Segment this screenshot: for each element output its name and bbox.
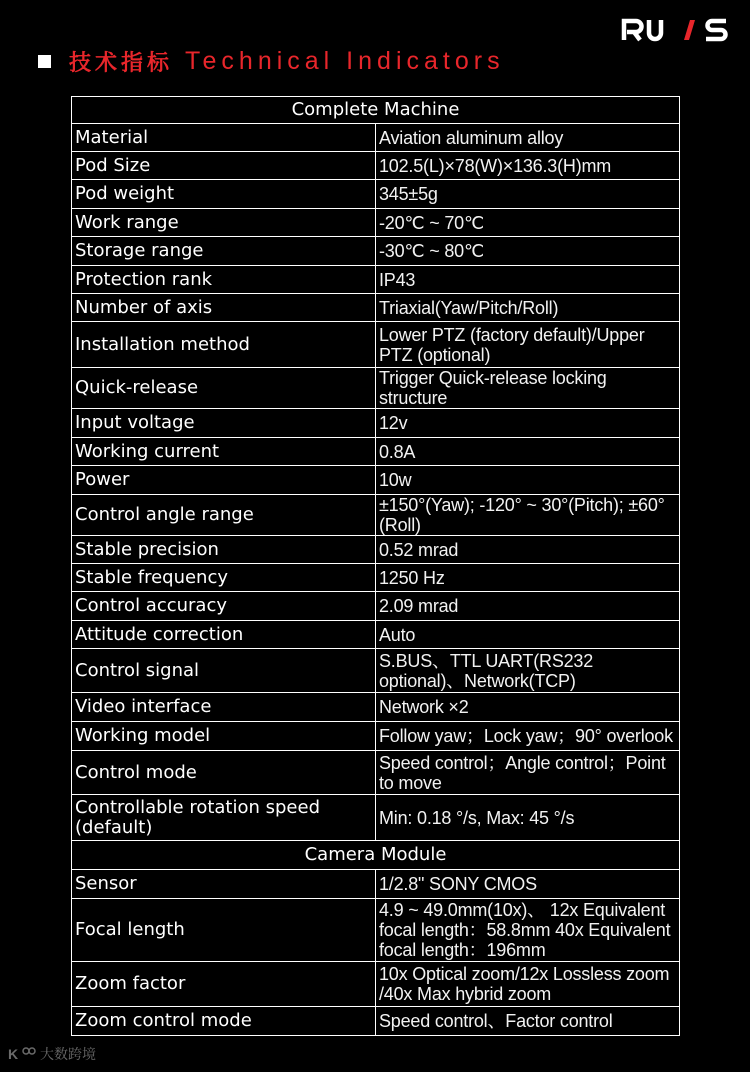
watermark-logo: K xyxy=(8,1046,19,1062)
spec-row xyxy=(72,124,680,152)
section-heading xyxy=(38,44,505,78)
spec-value: ±150°(Yaw); -120° ~ 30°(Pitch); ±60°(Roll) xyxy=(376,495,680,536)
brand-logo xyxy=(620,18,730,42)
spec-label: Pod Size xyxy=(72,152,376,180)
spec-value: Min: 0.18 °/s, Max: 45 °/s xyxy=(376,795,680,841)
spec-value: -30℃ ~ 80℃ xyxy=(376,237,680,266)
spec-row xyxy=(72,722,680,751)
spec-label: Work range xyxy=(72,209,376,237)
spec-row xyxy=(72,152,680,180)
brand-logo-text xyxy=(620,18,689,46)
spec-row xyxy=(72,751,680,795)
spec-row xyxy=(72,795,680,841)
spec-label: Material xyxy=(72,124,376,152)
spec-label: Quick-release xyxy=(72,368,376,409)
spec-value: 1/2.8" SONY CMOS xyxy=(376,870,680,899)
spec-value: Speed control；Angle control；Point to move xyxy=(376,751,680,795)
bullet-square-icon xyxy=(38,55,51,68)
spec-label: Pod weight xyxy=(72,180,376,209)
spec-label: Installation method xyxy=(72,322,376,368)
spec-value: Trigger Quick-release locking structure xyxy=(376,368,680,409)
spec-row xyxy=(72,870,680,899)
spec-label: Control signal xyxy=(72,649,376,693)
spec-row xyxy=(72,438,680,466)
spec-label: Zoom factor xyxy=(72,962,376,1007)
spec-row xyxy=(72,209,680,237)
spec-label: Control angle range xyxy=(72,495,376,536)
spec-label: Input voltage xyxy=(72,409,376,438)
spec-label: Number of axis xyxy=(72,294,376,322)
spec-row xyxy=(72,536,680,564)
heading-chinese: 技术指标 xyxy=(69,50,174,76)
spec-label: Stable precision xyxy=(72,536,376,564)
spec-label: Controllable rotation speed (default) xyxy=(72,795,376,841)
watermark-text: 大数跨境 xyxy=(40,1047,96,1063)
spec-table xyxy=(71,96,680,1036)
spec-label: Focal length xyxy=(72,899,376,962)
spec-row xyxy=(72,495,680,536)
spec-row xyxy=(72,649,680,693)
spec-value: 345±5g xyxy=(376,180,680,209)
spec-label: Attitude correction xyxy=(72,621,376,649)
spec-row xyxy=(72,368,680,409)
spec-value: Speed control、Factor control xyxy=(376,1007,680,1036)
spec-value: 10x Optical zoom/12x Lossless zoom /40x Max hybrid zoom xyxy=(376,962,680,1007)
spec-value: 0.52 mrad xyxy=(376,536,680,564)
spec-value: Network ×2 xyxy=(376,693,680,722)
spec-value: S.BUS、TTL UART(RS232 optional)、Network(TCP) xyxy=(376,649,680,693)
spec-value: 4.9 ~ 49.0mm(10x)、 12x Equivalent focal length：58.8mm 40x Equivalent focal length：196mm xyxy=(376,899,680,962)
section-title: Complete Machine xyxy=(72,97,680,124)
watermark-logo-icon xyxy=(8,1046,36,1062)
section-title: Camera Module xyxy=(72,841,680,870)
spec-label: Control mode xyxy=(72,751,376,795)
spec-label: Stable frequency xyxy=(72,564,376,592)
spec-row xyxy=(72,1007,680,1036)
spec-value: 102.5(L)×78(W)×136.3(H)mm xyxy=(376,152,680,180)
spec-value: 1250 Hz xyxy=(376,564,680,592)
spec-label: Power xyxy=(72,466,376,495)
spec-label: Control accuracy xyxy=(72,592,376,621)
spec-row xyxy=(72,962,680,1007)
spec-row xyxy=(72,294,680,322)
spec-row xyxy=(72,409,680,438)
spec-row xyxy=(72,693,680,722)
spec-label: Sensor xyxy=(72,870,376,899)
spec-label: Storage range xyxy=(72,237,376,266)
spec-row xyxy=(72,266,680,294)
spec-label: Video interface xyxy=(72,693,376,722)
spec-label: Zoom control mode xyxy=(72,1007,376,1036)
spec-row xyxy=(72,180,680,209)
spec-label: Working current xyxy=(72,438,376,466)
spec-value: Triaxial(Yaw/Pitch/Roll) xyxy=(376,294,680,322)
spec-row xyxy=(72,564,680,592)
spec-value: IP43 xyxy=(376,266,680,294)
spec-value: Aviation aluminum alloy xyxy=(376,124,680,152)
spec-row xyxy=(72,322,680,368)
spec-value: 10w xyxy=(376,466,680,495)
spec-value: Follow yaw；Lock yaw；90° overlook xyxy=(376,722,680,751)
spec-value: Lower PTZ (factory default)/Upper PTZ (optional) xyxy=(376,322,680,368)
spec-value: 12v xyxy=(376,409,680,438)
spec-value: Auto xyxy=(376,621,680,649)
section-header-row xyxy=(72,97,680,124)
spec-row xyxy=(72,466,680,495)
spec-label: Protection rank xyxy=(72,266,376,294)
spec-label: Working model xyxy=(72,722,376,751)
spec-row xyxy=(72,621,680,649)
spec-row xyxy=(72,592,680,621)
spec-row xyxy=(72,899,680,962)
section-header-row xyxy=(72,841,680,870)
spec-row xyxy=(72,237,680,266)
spec-value: 0.8A xyxy=(376,438,680,466)
heading-english: Technical Indicators xyxy=(185,46,505,75)
spec-value: -20℃ ~ 70℃ xyxy=(376,209,680,237)
watermark xyxy=(8,1044,96,1064)
spec-value: 2.09 mrad xyxy=(376,592,680,621)
